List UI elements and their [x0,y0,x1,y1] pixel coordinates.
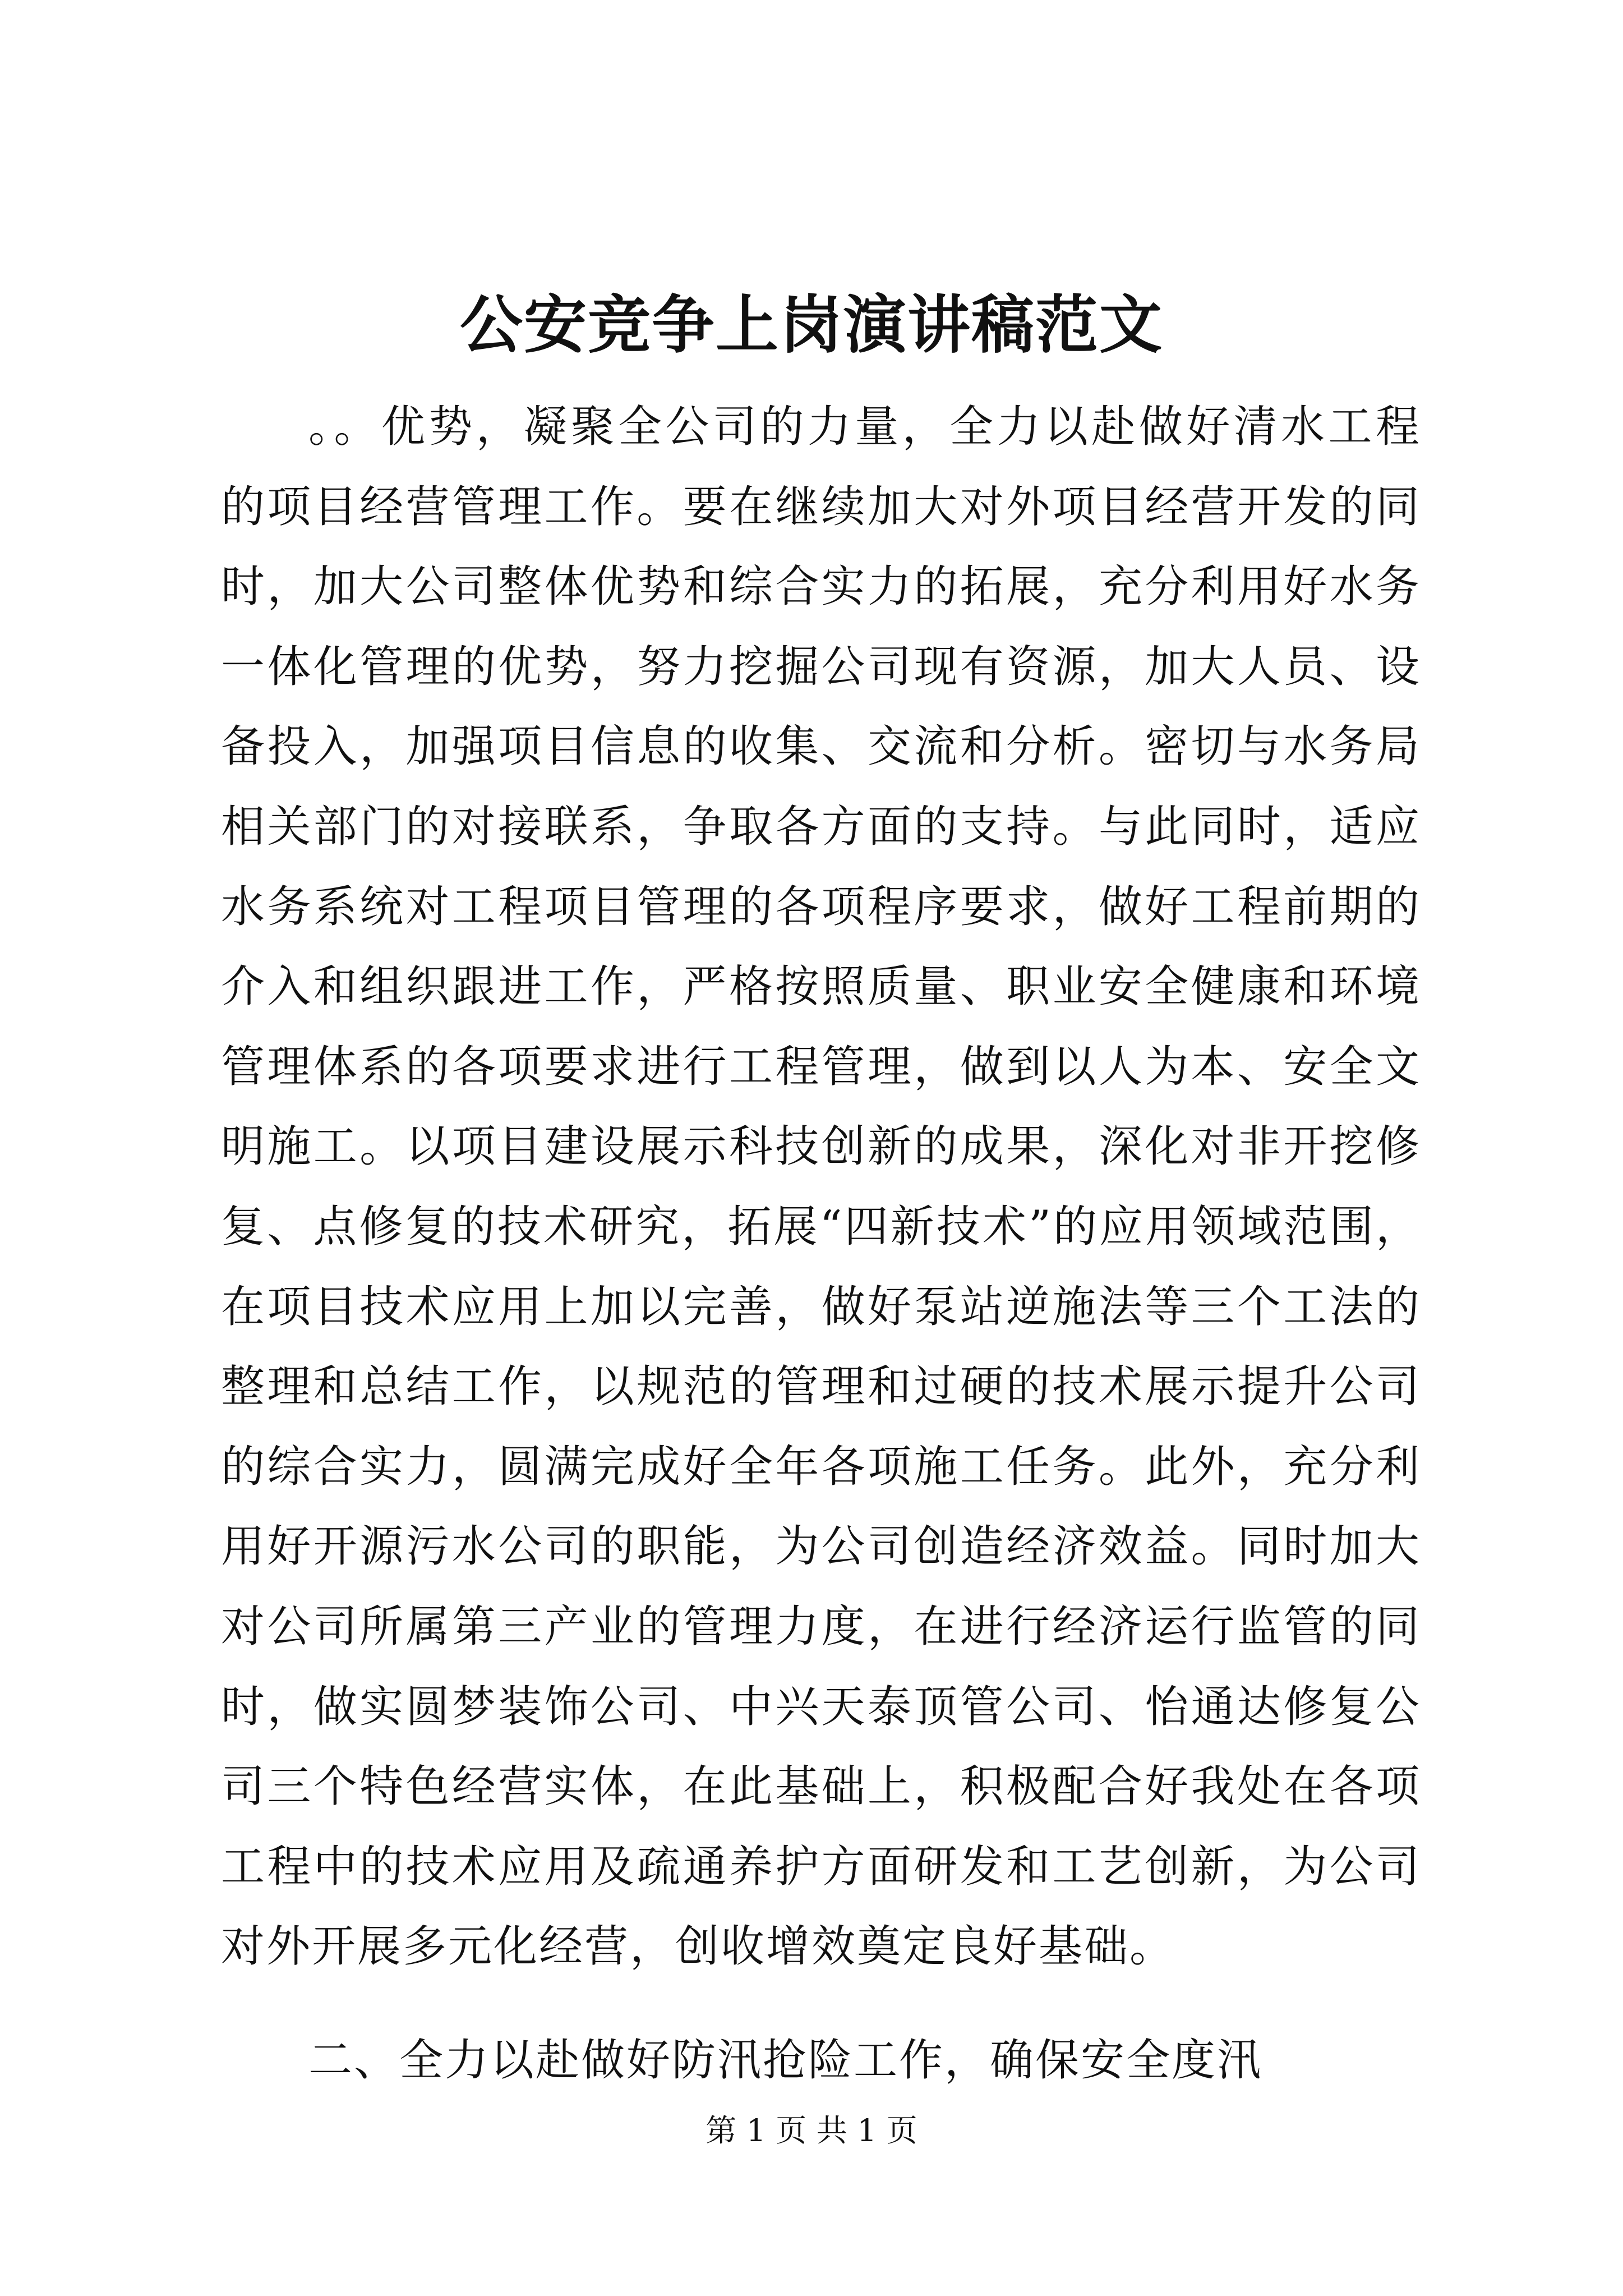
body-paragraph-1: 。。优势，凝聚全公司的力量，全力以赴做好清水工程的项目经营管理工作。要在继续加大对外项目经营开发的同时，加大公司整体优势和综合实力的拓展，充分利用好水务一体化管理的优势，努力挖掘公司现有资源，加大人员、设备投入，加强项目信息的收集、交流和分析。密切与水务局相关部门的对接联系，争取各方面的支持。与此同时，适应水务系统对工程项目管理的各项程序要求，做好工程前期的介入和组织跟进工作，严格按照质量、职业安全健康和环境管理体系的各项要求进行工程管理，做到以人为本、安全文明施工。以项目建设展示科技创新的成果，深化对非开挖修复、点修复的技术研究，拓展“四新技术”的应用领域范围，在项目技术应用上加以完善，做好泵站逆施法等三个工法的整理和总结工作，以规范的管理和过硬的技术展示提升公司的综合实力，圆满完成好全年各项施工任务。此外，充分利用好开源污水公司的职能，为公司创造经济效益。同时加大对公司所属第三产业的管理力度，在进行经济运行监管的同时，做实圆梦装饰公司、中兴天泰顶管公司、怡通达修复公司三个特色经营实体，在此基础上，积极配合好我处在各项工程中的技术应用及疏通养护方面研发和工艺创新，为公司对外开展多元化经营，创收增效奠定良好基础。 [221,402,1421,1972]
section-heading-2: 二、全力以赴做好防汛抢险工作，确保安全度汛 [308,2035,1263,2086]
page-number-footer: 第 1 页 共 1 页 [706,2113,917,2148]
document-body [221,387,1421,2100]
document-title: 公安竞争上岗演讲稿范文 [460,288,1163,362]
